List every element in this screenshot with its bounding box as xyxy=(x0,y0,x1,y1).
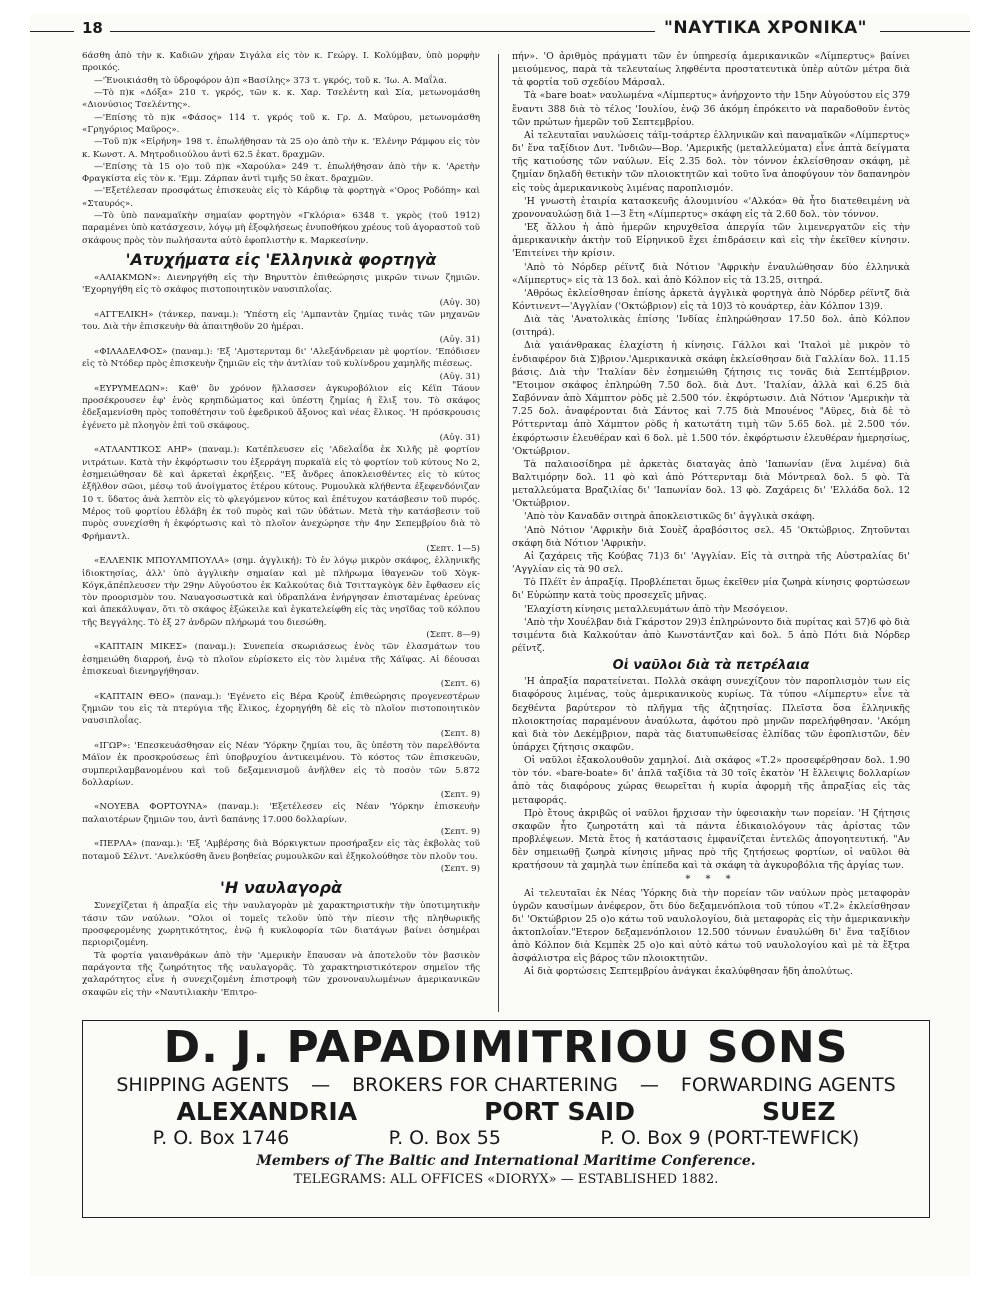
report-date: (Σεπτ. 6) xyxy=(440,679,480,690)
ad-city-port-said: PORT SAID xyxy=(484,1097,635,1126)
header-rule-middle xyxy=(110,31,655,32)
paragraph: —Τὸ π)κ «Δόξα» 210 τ. γκρός, τῶν κ. κ. Χαρ. Τσελέντη καὶ Σία, μετωνομάσθη «Διονύσιος Τσελέντης». xyxy=(82,87,480,111)
paragraph: 'Εξ ἄλλου ἡ ἀπὸ ἡμερῶν κηρυχθεῖσα ἀπεργία τῶν λιμενεργατῶν εἰς τὴν ἀμερικανικὴν ἀκτὴν τοῦ Εἰρηνικοῦ ἔχει ἐπιδράσειν καὶ εἰς τὴν ἐκεῖθεν κίνησιν. 'Επιτείνει τὴν κρίσιν. xyxy=(512,222,910,260)
paragraph: Διὰ τὰς 'Ανατολικὰς ἐπίσης 'Ινδίας ἐπληρώθησαν 17.50 δολ. ἀπὸ Κόλπον (σιτηρά). xyxy=(512,314,910,339)
page-number: 18 xyxy=(82,19,103,37)
paragraph: —'Εξετέλεσαν προσφάτως ἐπισκευὰς εἰς τὸ Κάρδιφ τὰ φορτηγὰ «'Ορος Ροδόπη» καὶ «Σταυρός». xyxy=(82,186,480,209)
paragraph: 'Απὸ τὴν Χουέλβαν διὰ Γκάρστον 29)3 ἐπληρώνοντο διὰ πυρίτας καὶ 57)6 φὸ διὰ τσιμέντα διὰ Καλκούταν ἀπὸ Κωνστάντζαν καὶ δολ. 5 ἀπὸ Πότι διὰ Νόρδερ ρέϊντζ. xyxy=(512,616,910,655)
accident-reports xyxy=(82,272,480,875)
accident-report: «ΕΛΛΕΝΙΚ ΜΠΟΥΛΜΠΟΥΛΑ» (σημ. ἀγγλική): Τὸ ἐν λόγῳ μικρὸν σκάφος, ἑλληνικῆς ἰδιοκτησίας, ἀλλ' ὑπὸ ἀγγλικὴν σημαίαν καὶ μὲ πλήρωμα ἰθαγενῶν τοῦ Χὸγκ-Κόγκ,ἀπέπλευσεν τὴν 29ην Αὐγούστου ἐκ Καλκούτας διὰ Τσιτταγκὸγκ δὲν ἔφθασεν εἰς τὸν προορισμὸν του. Ναυαγοσωστικὰ καὶ ὑδραπλάνα ἐνήργησαν ἐπισταμένας ἐρεύνας καὶ ἀπεκάλυψαν, ὅτι τὸ σκάφος ἐξώκειλε καὶ ἐγκατελείφθη εἰς τὰς νησῖδας τοῦ κόλπου τῆς Βεγγάλης. Τὸ ἐξ 27 ἀνδρῶν πλήρωμά του διεσώθη. xyxy=(82,556,480,628)
accident-report: «ΑΛΙΑΚΜΩΝ»: Διενηργήθη εἰς τὴν Βηρυττὸν ἐπιθεώρησις μικρῶν τινων ζημιῶν. 'Εχορηγήθη εἰς τὸ σκάφος πιστοποιητικὸν ναυσιπλοΐας. xyxy=(82,273,480,296)
paragraph: Διὰ γαιάνθρακας ἐλαχίστη ἡ κίνησις. Γάλλοι καὶ 'Ιταλοὶ μὲ μικρὸν τὸ ἐνδιαφέρον διὰ Σ)βριον.'Αμερικανικὰ σκάφη ἐκλείσθησαν διὰ Γαλλίαν δολ. 11.15 βάσις. Διὰ τὴν 'Ιταλίαν δὲν ἐσημειώθη ζήτησις τις τονᾶς διὰ Σεπτέμβριον. "Ετοιμον σκάφος ἐπληρώθη 7.50 δολ. διὰ Δυτ. 'Ιταλίαν, ἀλλὰ καὶ 6.25 διὰ Σαβόνναν ἀπὸ Χάμπτον ρὸδς μὲ 2.500 τόν. ἐκφόρτωσιν. Διὰ Νότιον 'Αμερικὴν τὰ 7.25 δολ. ἀναφέρονται διὰ Σάντος καὶ 7.75 διὰ Μπουένος "Αϋρες, διὰ δὲ τὸ Ρόττερνταμ ἀπὸ Χάμπτον ρὸδς ἡ κατωτάτη τιμὴ τῶν 5.65 δολ. μὲ 2.500 τόν. ἐκφόρτωσιν ἐλευθέραν καὶ 6 δολ. μὲ 1.500 τόν. ἐκφόρτωσιν ἐλευθέραν ἡμερησίως, 'Οκτώβριον. xyxy=(512,340,910,457)
left-column xyxy=(82,50,480,1016)
accident-report: «ΠΕΡΛΑ» (παναμ.): 'Εξ 'Αμβέρσης διὰ Βόρκιγκτων προσήραξεν εἰς τὰς ἐκβολὰς τοῦ ποταμοῦ Σέλντ. 'Ανελκύσθη ἄνευ βοηθείας ρυμουλκῶν καὶ ἐξηκολούθησε τὸν πλοῦν του. xyxy=(82,839,480,862)
paragraph: 'Η ἀπραξία παρατείνεται. Πολλὰ σκάφη συνεχίζουν τὸν παροπλισμὸν των εἰς διαφόρους λιμένας, τοὺς ἀμερικανικοὺς κυρίως. Τὰ τύπου «Λίμπερτυ» εἶνε τὰ δεχθέντα βαρύτερον τὸ πλῆγμα τῆς ἀζητησίας. Πλεῖστα ὅσα ἑλληνικῆς πλοιοκτησίας παραμένουν ἀναύλωτα, ἀφότου πρὸ μηνῶν παρελήφθησαν. 'Ακόμη καὶ διὰ τὸν Δεκέμβριον, παρὰ τὰς διατυπωθείσας ἐλπίδας τῶν ἐφοπλιστῶν, δὲν ὑπάρχει ζήτησις σκαφῶν. xyxy=(512,676,910,753)
ad-city-alexandria: ALEXANDRIA xyxy=(176,1097,358,1126)
report-date: (Σεπτ. 8) xyxy=(440,728,480,739)
header-rule-right xyxy=(880,31,970,32)
report-date: (Αὐγ. 30) xyxy=(439,297,480,308)
accident-report: «ΝΟΥΕΒΑ ΦΟΡΤΟΥΝΑ» (παναμ.): 'Εξετέλεσεν εἰς Νέαν 'Υόρκην ἐπισκευὴν παλαιοτέρων ζημιῶν του, ἀντὶ δαπάνης 17.000 δολλαρίων. xyxy=(82,802,480,825)
paragraph: πήν». 'Ο ἀριθμὸς πράγματι τῶν ἐν ὑπηρεσίᾳ ἀμερικανικῶν «Λίμπερτυς» βαίνει μειούμενος, παρὰ τὰ τελευταίως ληφθέντα προστατευτικὰ ὑπὲρ αὐτῶν μέτρα διὰ τὰ φορτία τοῦ σχεδίου Μάρσαλ. xyxy=(512,51,910,89)
ad-po-boxes xyxy=(83,1127,929,1150)
ad-box-port-said: P. O. Box 55 xyxy=(388,1127,501,1149)
ad-cities xyxy=(83,1097,929,1127)
accident-report: «ΦΙΛΑΔΕΛΦΟΣ» (παναμ.): 'Εξ 'Αμστερνταμ δι' 'Αλεξάνδρειαν μὲ φορτίον. 'Επόδισεν εἰς τὸ Ντόδερ πρὸς ἐπισκευὴν ζημιῶν εἰς τὴν ἀντλίαν τοῦ κυλίνδρου χαμηλῆς πιέσεως. xyxy=(82,346,480,370)
ad-services xyxy=(83,1073,929,1097)
paragraph: Τὸ Πλέϊτ ἐν ἀπραξίᾳ. Προβλέπεται ὅμως ἐκεῖθεν μία ζωηρὰ κίνησις φορτώσεων δι' Εὐρώπην κατὰ τοὺς προσεχεῖς μῆνας. xyxy=(512,577,910,602)
accident-report: «ΙΓΩΡ»: 'Επεσκευάσθησαν εἰς Νέαν 'Υόρκην ζημίαι του, ἃς ὑπέστη τὸν παρελθόντα Μάϊον ἐκ προσκρούσεως ἐπὶ ὑποβρυχίου ἀντικειμένου. Τὸ κόστος τῶν ἐπισκευῶν, συμπεριλαμβανομένου καὶ τοῦ δεξαμενισμοῦ ἀνῆλθεν εἰς τὸ ποσὸν τῶν 5.872 δολλαρίων. xyxy=(82,740,480,788)
oil-freight-heading: Οἱ ναῦλοι διὰ τὰ πετρέλαια xyxy=(612,658,810,674)
report-date: (Αὐγ. 31) xyxy=(439,371,480,382)
freight-rates-text xyxy=(512,50,910,655)
paragraph: Τὰ φορτία γαιανθράκων ἀπὸ τὴν 'Αμερικὴν ἔπαυσαν νὰ ἀποτελοῦν τὸν βασικὸν παράγοντα τῆς ζωηρότητος τῆς ναυλαγορᾶς. Τὸ χαρακτηριστικότερον σημεῖον τῆς χαλαρότητος εἶνε ἡ συνεχιζομένη ἐπιστροφὴ τῶν χρονοναυλωμένων ἀμερικανικῶν σκαφῶν εἰς τὴν «Ναυτιλιακὴν 'Επιτρο- xyxy=(82,950,480,998)
accidents-heading: 'Ατυχήματα εἰς 'Ελληνικὰ φορτηγὰ xyxy=(125,250,437,269)
ad-dash: — xyxy=(639,1074,659,1096)
paragraph: 'Ελαχίστη κίνησις μεταλλευμάτων ἀπὸ τὴν Μεσόγειον. xyxy=(524,603,788,615)
paragraph: Τὰ «bare boat» ναυλωμένα «Λίμπερτυς» ἀνήρχοντο τὴν 15ην Αὐγούστου εἰς 379 ἔναντι 388 διὰ τὸ τέλος 'Ιουλίου, ἐνῷ 36 ἀκόμη ἐπρόκειτο νὰ παραδοθοῦν ἐντὸς τῶν πρώτων ἡμερῶν τοῦ Σεπτεμβρίου. xyxy=(512,90,910,128)
ad-box-suez: P. O. Box 9 (PORT-TEWFICK) xyxy=(600,1127,860,1149)
ad-membership: Members of The Baltic and International Maritime Conference. xyxy=(256,1153,756,1169)
paragraph: 'Η γνωστὴ ἑταιρία κατασκευῆς ἀλουμινίου «'Αλκόα» θὰ ἦτο διατεθειμένη νὰ χρονοναυλώσῃ διὰ 1—3 ἔτη «Λίμπερτυς» σκάφη εἰς τὰ 2.60 δολ. τὸν τόννον. xyxy=(512,195,910,220)
publication-title: "ΝΑΥΤΙΚΑ ΧΡΟΝΙΚΑ" xyxy=(664,18,867,38)
ad-city-suez: SUEZ xyxy=(761,1097,836,1126)
ownership-notices xyxy=(82,50,480,247)
paragraph: —'Επίσης τὰ 15 ο)ο τοῦ π)κ «Χαρούλα» 249 τ. ἐπωλήθησαν ἀπὸ τὴν κ. 'Αρετὴν Φραγκίστα εἰς τὸν κ. 'Εμμ. Ζάρπαν ἀντὶ τιμῆς 50 ἑκατ. δραχμῶν. xyxy=(82,161,480,185)
ad-service: FORWARDING AGENTS xyxy=(680,1074,896,1096)
accident-report: «ΚΑΠΤΑΙΝ ΜΙΚΕΣ» (παναμ.): Συνεπεία σκωριάσεως ἑνὸς τῶν ἐλασμάτων του ἐσημειώθη διαρροή, ἐνῷ τὸ πλοῖον εὑρίσκετο εἰς τὸν λιμένα τῆς Χάϊφας. Αἱ δέουσαι ἐπισκευαὶ διενηργήθησαν. xyxy=(82,642,480,677)
oil-freight-text xyxy=(512,675,910,872)
paragraph: Αἱ τελευταῖαι ναυλώσεις τάϊμ-τσάρτερ ἑλληνικῶν καὶ παναμαϊκῶν «Λίμπερτυς» δι' ἕνα ταξίδιον Δυτ. 'Ινδιῶν—Βορ. 'Αμερικῆς (μεταλλεύματα) εἶνε ἀπτὰ δείγματα τῆς κατιούσης τῶν ναύλων. Εἰς 2.35 δολ. τὸν τόννον ἐκλείσθησαν σκάφη, μὲ ζημίαν δηλαδὴ θετικὴν τῶν πλοιοκτητῶν καὶ τοῦτο ἵνα ἀποφύγουν τὸν δαπανηρὸν εἰς τοὺς ἀμερικανικοὺς λιμένας παροπλισμόν. xyxy=(512,129,910,194)
paragraph: —Τοῦ π)κ «Εἰρήνη» 198 τ. ἐπωλήθησαν τὰ 25 ο)ο ἀπὸ τὴν κ. 'Ελένην Ράμφου εἰς τὸν κ. Κωνστ. Α. Μητροδιιούλου ἀντὶ 62.5 ἑκατ. δραχμῶν. xyxy=(82,137,480,160)
accident-report: «ΑΤΛΑΝΤΙΚΟΣ ΑΗΡ» (παναμ.): Κατέπλευσεν εἰς 'Αδελαΐδα ἐκ Χιλῆς μὲ φορτίον νιτράτων. Κατὰ τὴν ἐκφόρτωσιν του ἐξερράγη πυρκαϊὰ εἰς τὸ φορτίον τοῦ κύτους Νο 2, ἐσημειώθησαν δὲ καὶ ἀρκεταὶ ἐκρήξεις. "Εξ ἄνδρες ἀποκλεισθέντες εἰς τὸ κύτος ἐξῆλθον σῶοι, μέσῳ τοῦ ἀνοίγματος ἑτέρου κύτους. Ρυμουλκὰ κλήθεντα ἐξεφενδόνιζαν 10 τ. ὕδατος ἀνὰ λεπτὸν εἰς τὸ φλεγόμενον κύτος καὶ ἐπέτυχον κατάσβεσιν τοῦ πυρός. Μέρος τοῦ φορτίου ἐδλάβη ἐκ τοῦ πυρὸς καὶ τῶν ὑδάτων. Μετὰ τὴν κατάσβεσιν τοῦ πυρὸς συνεχίσθη ἡ ἐκφόρτωσις καὶ τὸ πλοῖον ἀνεχώρησε τὴν 4ην Σεπεμβρίου διὰ τὸ Φρήμαντλ. xyxy=(82,445,480,542)
ad-service: BROKERS FOR CHARTERING xyxy=(352,1074,618,1096)
paragraph: 'Αθρόως ἐκλείσθησαν ἐπίσης ἀρκετὰ ἀγγλικὰ φορτηγὰ ἀπὸ Νόρδερ ρέϊντζ διὰ Κόντινεντ—'Αγγλίαν ('Οκτώβριον) εἰς τὰ 10)3 τὸ κουάρτερ, ἐὰν Κόλπον 13)9. xyxy=(512,287,910,312)
paragraph: 6άσθη ἀπὸ τὴν κ. Καδιῶν χήραν Σιγάλα εἰς τὸν κ. Γεώργ. Ι. Κολύμβαν, ὑπὸ μορφὴν προικός. xyxy=(82,51,480,74)
report-date: (Αὐγ. 31) xyxy=(439,433,480,444)
accident-report: «ΕΥΡΥΜΕΔΩΝ»: Καθ' ὃν χρόνον ἤλλασσεν ἀγκυροβόλιον εἰς Κέϊπ Τάουν προσέκρουσεν ἐφ' ἑνὸς κρηπιδώματος καὶ ὑπέστη ζημίας ἡ ἕλιξ του. Τὸ σκάφος ἐδεξαμενίσθη πρὸς τοποθέτησιν τοῦ ἐφεδρικοῦ ἄξονος καὶ νέας ἕλικος. 'Η πρόσκρουσις ἐγένετο μὲ πλοηγὸν ἐπὶ τοῦ σκάφους. xyxy=(82,383,480,431)
accident-report: «ΑΓΓΕΛΙΚΗ» (τάνκερ, παναμ.): 'Υπέστη εἰς 'Αμπαντὰν ζημίας τινὰς τῶν μηχανῶν του. Διὰ τὴν ἐπισκευὴν θὰ ἀπαιτηθοῦν 20 ἡμέραι. xyxy=(82,309,480,333)
column-divider xyxy=(498,54,499,1012)
paragraph: 'Απὸ τὸ Νόρδερ ρέϊντζ διὰ Νότιον 'Αφρικὴν ἐναυλώθησαν δύο ἑλληνικὰ «Λίμπερτυς» εἰς τὰ 13 δολ. καὶ ἀπὸ Κόλπον εἰς τὰ 13.25, σιτηρά. xyxy=(512,261,910,286)
paragraph: Αἱ διὰ φορτώσεις Σεπτεμβρίου ἀνάγκαι ἐκαλύφθησαν ἤδη ἀπολύτως. xyxy=(524,966,853,978)
paragraph: Αἱ τελευταῖαι ἐκ Νέας 'Υόρκης διὰ τὴν πορείαν τῶν ναύλων πρὸς μεταφορὰν ὑγρῶν καυσίμων ἀνέφερον, ὅτι δύο δεξαμενόπλοια τοῦ τύπου «Τ.2» ἐκλείσθησαν δι' 'Οκτώβριον 25 ο)ο κάτω τοῦ ναυλολογίου, διὰ μεταφορὰς εἰς τὴν ἀμερικανικὴν ἀκτοπλοΐαν."Ετερον δεξαμενόπλοιον 12.500 τόννων ἐναυλώθη δι' ἕνα ταξίδιον ἀπὸ Κόλπον διὰ Κεμπὲκ 25 ο)ο καὶ αὐτὸ κάτω τοῦ ναυλολογίου καὶ μὲ τὰ ἔξτρα ἀσφάλιστρα εἰς βάρος τῶν πλοιοκτητῶν. xyxy=(512,887,910,965)
report-date: (Αὐγ. 31) xyxy=(439,334,480,345)
paragraph: Συνεχίζεται ἡ ἀπραξία εἰς τὴν ναυλαγορὰν μὲ χαρακτηριστικὴν τὴν ὑποτιμητικὴν τάσιν τῶν ναύλων. "Ολοι οἱ τομεῖς τελοῦν ὑπὸ τὴν πίεσιν τῆς πληθωρικῆς προσφερομένης χωρητικότητος, ἐνῷ ἡ κυκλοφορία τῶν διατάγων βαίνει ὁσημέραι περιοριζομένη. xyxy=(82,901,480,949)
freight-market-text xyxy=(82,900,480,999)
ad-telegrams: TELEGRAMS: ALL OFFICES «DIORYX» — ESTABLISHED 1882. xyxy=(293,1172,719,1187)
ad-box-alexandria: P. O. Box 1746 xyxy=(152,1127,290,1149)
advertisement xyxy=(82,1020,930,1218)
report-date: (Σεπτ. 9) xyxy=(440,864,480,874)
report-date: (Σεπτ. 9) xyxy=(440,827,480,838)
paragraph: Οἱ ναῦλοι ἐξακολουθοῦν χαμηλοί. Διὰ σκάφος «Τ.2» προσεφέρθησαν δολ. 1.90 τὸν τόν. «bare-boate» δι' ἁπλᾶ ταξίδια τὰ 30 τοῖς ἑκατὸν 'Η ἔλλειψις δολλαρίων ἀπὸ τὰς διαφόρους χώρας θεωρεῖται ἡ κυρία ἀφορμὴ τῆς ἀπραξίας εἰς τὰς μεταφοράς. xyxy=(512,755,910,806)
paragraph: 'Απὸ τὸν Καναδᾶν σιτηρὰ ἀποκλειστικῶς δι' ἀγγλικὰ σκάφη. xyxy=(524,511,815,523)
paragraph: —'Ἐνοικιάσθη τὸ ὑδροφόρον ἀ)π «Βασίλης» 373 τ. γκρός, τοῦ κ. 'Ιω. Α. Μαΐλα. xyxy=(94,75,447,86)
report-date: (Σεπτ. 9) xyxy=(440,790,480,801)
paragraph: Πρὸ ἔτους ἀκριβῶς οἱ ναῦλοι ἤρχισαν τὴν ὑφεσιακὴν των πορείαν. 'Η ζήτησις σκαφῶν ἦτο ζωηροτάτη καὶ τὰ πάντα ἐδικαιολόγουν τὰς ἀρίστας τῶν προβλέψεων. Μετὰ ἔτος ἡ κατάστασις ἐμφανίζεται ἐντελῶς ἀπογοητευτική. "Αν δὲν σημειωθῇ ζωηρὰ κίνησις μῆνας πρὸ τῆς ζητήσεως φορτίων, οἱ ναῦλοι θὰ κρατήσουν τὰ χαμηλὰ των ἐπίπεδα καὶ τὰ σκάφη τὰ ἀγκυροβόλια τῆς ἀργίας των. xyxy=(512,807,910,872)
paragraph: 'Απὸ Νότιον 'Αφρικὴν διὰ Σουὲζ ἀραβόσιτος σελ. 45 'Οκτώβριος. Ζητοῦνται σκάφη διὰ Νότιον 'Αφρικὴν. xyxy=(512,524,910,549)
report-date: (Σεπτ. 1—5) xyxy=(426,543,480,554)
paragraph: Τὰ παλαιοσίδηρα μὲ ἀρκετὰς διαταγὰς ἀπὸ 'Ιαπωνίαν (ἕνα λιμένα) διὰ Βαλτιμόρην δολ. 11 φὸ καὶ ἀπὸ Ρόττερνταμ διὰ Μόντρεαλ δολ. 5 φὸ. Τὰ μεταλλεύματα Βραζιλίας δι' 'Ιαπωνίαν δολ. 13 φὸ. Ζαχάρεις δι' 'Ελλάδα δολ. 12 'Οκτώβριον. xyxy=(512,458,910,510)
newspaper-page xyxy=(30,14,970,1276)
paragraph: Αἱ ζαχάρεις τῆς Κούβας 71)3 δι' 'Αγγλίαν. Εἰς τὰ σιτηρὰ τῆς Αὐστραλίας δι' 'Αγγλίαν εἰς τὰ 90 σελ. xyxy=(512,550,910,576)
right-column xyxy=(512,50,910,1016)
ad-service: SHIPPING AGENTS xyxy=(116,1074,290,1096)
header-rule-left xyxy=(30,31,74,32)
tanker-news-text xyxy=(512,887,910,979)
paragraph: —'Επίσης τὸ π)κ «Φάσος» 114 τ. γκρός τοῦ κ. Γρ. Δ. Μαύρου, μετωνομάσθη «Γρηγόριος Μαῦρος». xyxy=(82,112,480,135)
report-date: (Σεπτ. 8—9) xyxy=(426,630,480,641)
page-header xyxy=(30,14,970,48)
ad-company-name: D. J. PAPADIMITRIOU SONS xyxy=(163,1022,849,1073)
accident-report: «ΚΑΠΤΑΙΝ ΘΕΟ» (παναμ.): 'Εγένετο εἰς Βέρα Κροὺζ ἐπιθεώρησις προγενεστέρων ζημιῶν του εἰς τὰ πτερύγια τῆς ἕλικος, ἐχορηγήθη δὲ εἰς τὸ πλοῖον πιστοποιητικὸν ναυσιπλοΐας. xyxy=(82,691,480,727)
paragraph: —Τὸ ὑπὸ παναμαϊκὴν σημαίαν φορτηγὸν «Γκλόρια» 6348 τ. γκρὸς (τοῦ 1912) παραμένει ὑπὸ κατάσχεσιν, λόγῳ μὴ ἐξοφλήσεως ἐνυποθήκου χρέους τοῦ ἀγοραστοῦ τοῦ σκάφους πρὸς τὸν πωλήσαντα αὐτὸ ἐφοπλιστὴν κ. Μαρκεσίνην. xyxy=(82,211,480,246)
freight-market-heading: 'Η ναυλαγορὰ xyxy=(219,878,342,898)
section-separator: * * * xyxy=(685,873,737,885)
ad-dash: — xyxy=(311,1074,331,1096)
